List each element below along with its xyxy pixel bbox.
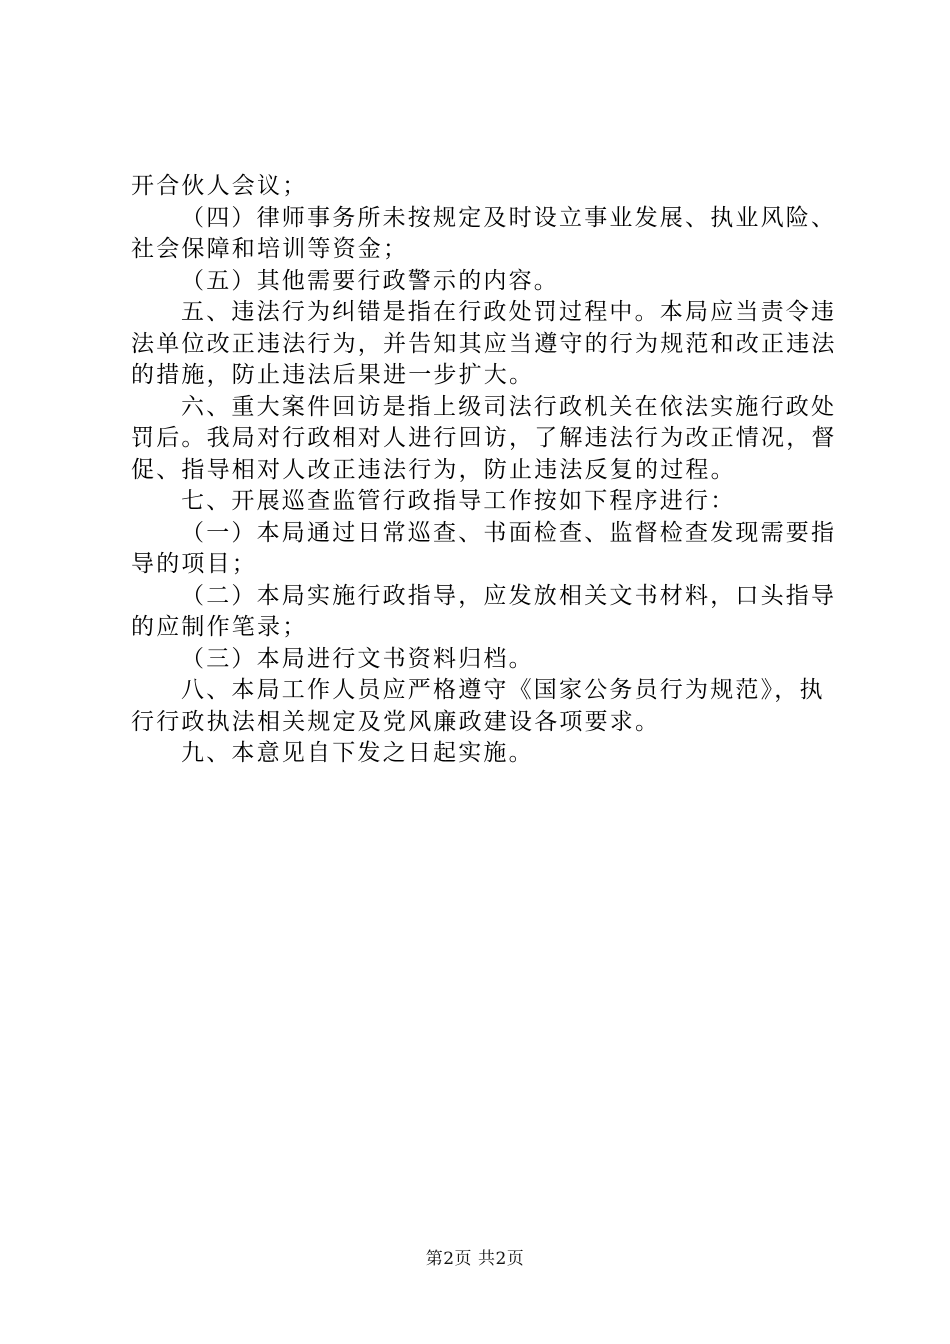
paragraph: 开合伙人会议； bbox=[131, 173, 308, 199]
document-body bbox=[131, 171, 841, 770]
paragraph: （二）本局实施行政指导，应发放相关文书材料，口头指导的应制作笔录； bbox=[131, 582, 837, 640]
paragraph: 六、重大案件回访是指上级司法行政机关在依法实施行政处罚后。我局对行政相对人进行回访，了解违法行为改正情况，督促、指导相对人改正违法行为，防止违法反复的过程。 bbox=[131, 393, 837, 483]
paragraph: 八、本局工作人员应严格遵守《国家公务员行为规范》，执行行政执法相关规定及党风廉政建设各项要求。 bbox=[131, 677, 825, 735]
paragraph: （五）其他需要行政警示的内容。 bbox=[181, 267, 559, 294]
paragraph: 九、本意见自下发之日起实施。 bbox=[181, 740, 534, 766]
paragraph: 七、开展巡查监管行政指导工作按如下程序进行： bbox=[181, 488, 736, 514]
paragraph: （一）本局通过日常巡查、书面检查、监督检查发现需要指导的项目； bbox=[131, 519, 837, 577]
paragraph: 五、违法行为纠错是指在行政处罚过程中。本局应当责令违法单位改正违法行为，并告知其应当遵守的行为规范和改正违法的措施，防止违法后果进一步扩大。 bbox=[131, 299, 837, 388]
page-number-footer: 第2页 共2页 bbox=[425, 1249, 525, 1269]
paragraph: （四）律师事务所未按规定及时设立事业发展、执业风险、社会保障和培训等资金； bbox=[131, 204, 837, 262]
paragraph: （三）本局进行文书资料归档。 bbox=[181, 645, 534, 672]
